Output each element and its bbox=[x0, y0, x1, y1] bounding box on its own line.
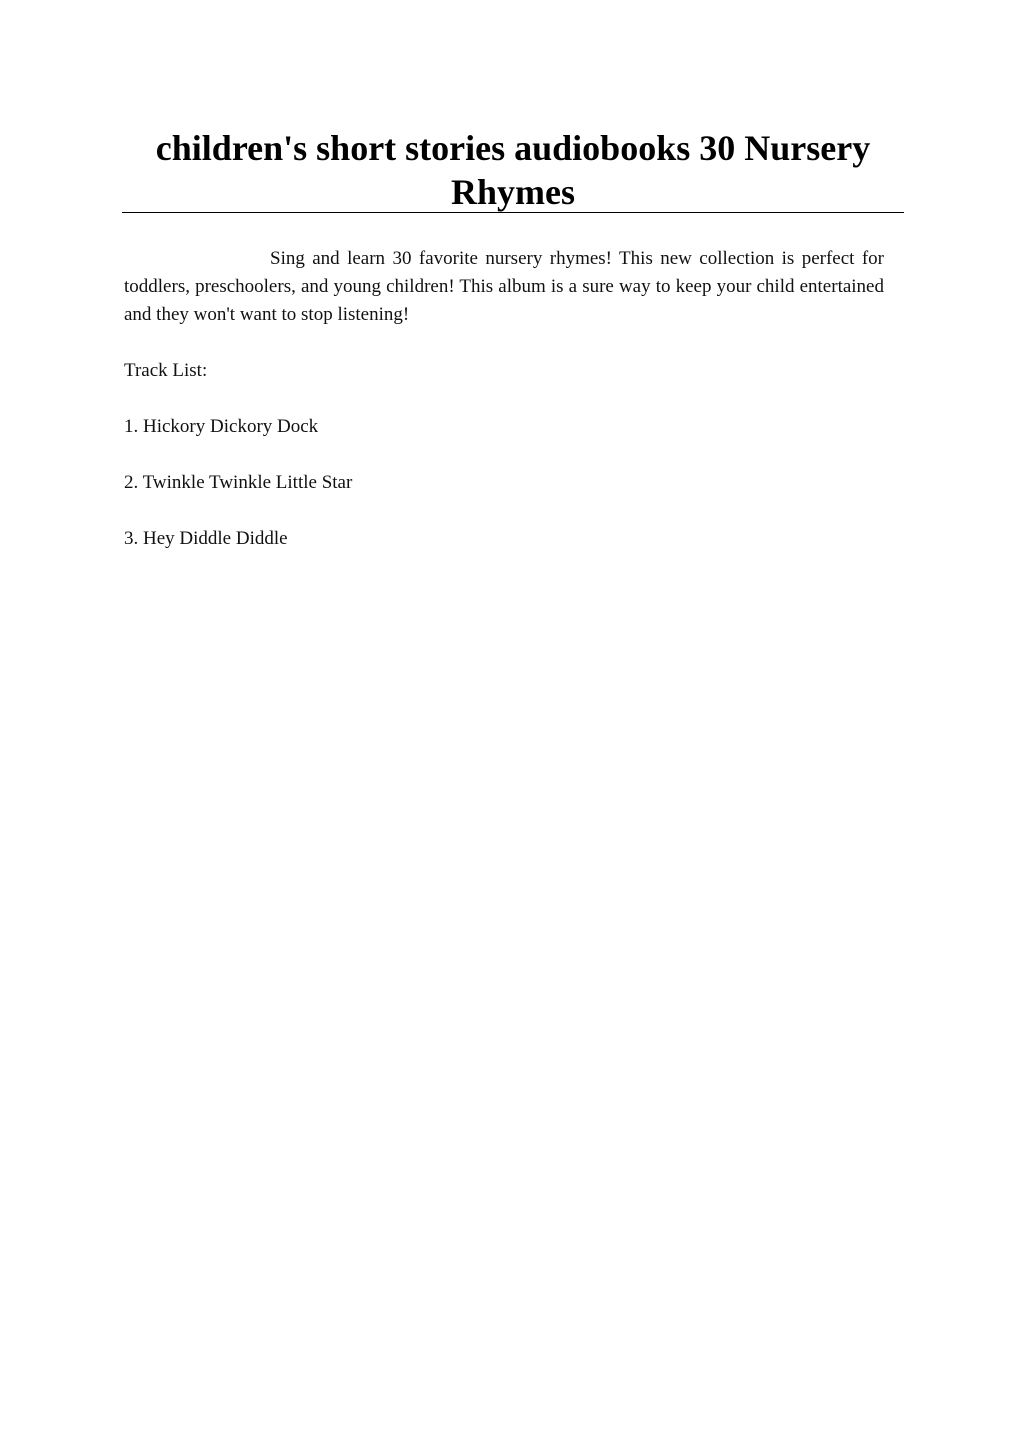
description-paragraph: Sing and learn 30 favorite nursery rhymes! This new collection is perfect for toddlers, preschoolers, and young children! This album is a sure way to keep your child entertained and they won't want to stop listening! bbox=[124, 248, 884, 325]
track-item: 1. Hickory Dickory Dock bbox=[124, 416, 319, 437]
document-title: children's short stories audiobooks 30 Nursery Rhymes bbox=[155, 128, 871, 212]
spacer bbox=[124, 441, 884, 469]
title-divider bbox=[122, 212, 904, 213]
spacer bbox=[124, 385, 884, 413]
track-list-heading: Track List: bbox=[124, 360, 208, 381]
track-item: 2. Twinkle Twinkle Little Star bbox=[124, 472, 353, 493]
spacer bbox=[124, 497, 884, 525]
document-body bbox=[124, 245, 884, 553]
track-item: 3. Hey Diddle Diddle bbox=[124, 528, 288, 549]
spacer bbox=[124, 329, 884, 357]
